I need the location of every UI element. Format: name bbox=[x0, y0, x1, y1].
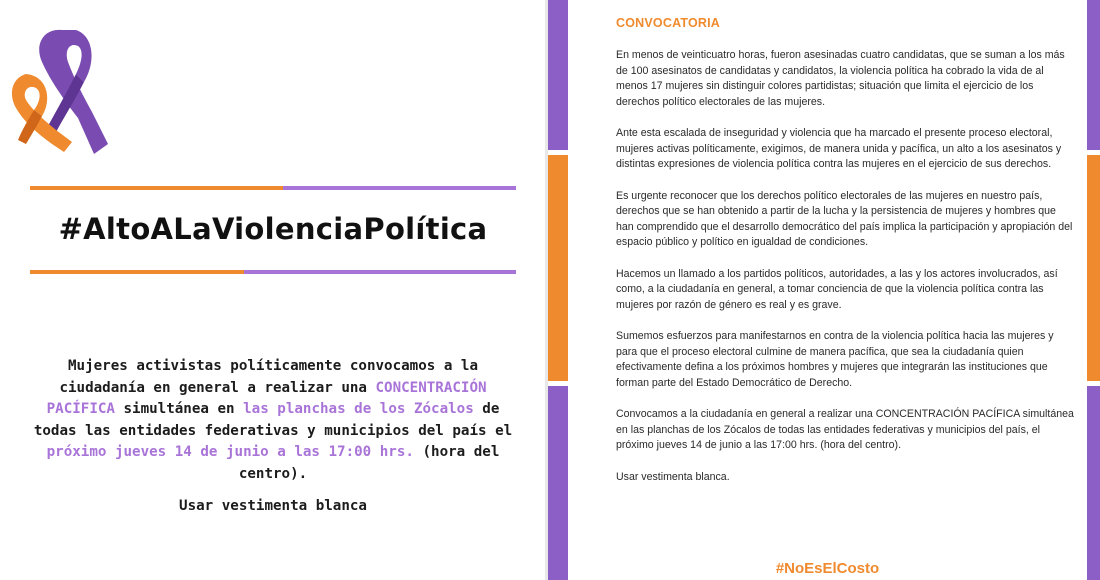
body-highlight-2: las planchas de los Zócalos bbox=[243, 401, 474, 417]
body-text-4: (hora del centro). bbox=[238, 444, 500, 482]
body-highlight-1: CONCENTRACIÓN PACÍFICA bbox=[46, 379, 487, 417]
paragraph: Hacemos un llamado a los partidos políticos, autoridades, a las y los actores involucrados, así como, a la ciudadanía en general, a tomar conciencia de que la violencia política contra las mujeres por razón de género es real y es grave. bbox=[616, 267, 1058, 311]
side-bar-purple-bottom-right bbox=[1087, 386, 1100, 580]
body-highlight-3: próximo jueves 14 de junio a las 17:00 hrs. bbox=[46, 444, 414, 460]
body-text-1: Mujeres activistas políticamente convocamos a la ciudadanía en general a realizar una bbox=[59, 358, 478, 396]
call-to-action-text bbox=[30, 356, 516, 485]
body-text-3: de todas las entidades federativas y municipios del país el bbox=[33, 401, 513, 439]
side-bar-purple-bottom-left bbox=[548, 386, 568, 580]
convocatoria-body bbox=[616, 48, 1076, 501]
paragraph: En menos de veinticuatro horas, fueron asesinadas cuatro candidatas, que se suman a los más de 100 asesinatos de candidatas y candidatos, la violencia política ha cobrado la vida de al menos 17 mujeres sin distinguir colores partidistas; situación que limita el ejercicio de los derechos político electorales de las mujeres. bbox=[616, 49, 1065, 108]
right-panel bbox=[568, 0, 1087, 580]
awareness-ribbon-icon bbox=[4, 22, 134, 157]
top-divider-rule bbox=[30, 186, 516, 190]
paragraph: Sumemos esfuerzos para manifestarnos en contra de la violencia política hacia las mujeres y para que el proceso electoral culmine de manera pacífica, que sea la ciudadanía quien efectivamente defina a los próximos hombres y mujeres que integrarán las instituciones que forman parte del Estado Democrático de Derecho. bbox=[616, 330, 1054, 389]
bottom-divider-rule bbox=[30, 270, 516, 274]
left-panel bbox=[0, 0, 548, 580]
attire-note: Usar vestimenta blanca bbox=[179, 498, 367, 514]
side-bar-purple-top-left bbox=[548, 0, 568, 150]
hashtag-heading: #AltoALaViolenciaPolítica bbox=[58, 212, 488, 246]
convocatoria-title: CONVOCATORIA bbox=[616, 16, 721, 30]
side-bar-orange-right bbox=[1087, 155, 1100, 381]
side-bar-orange-left bbox=[548, 155, 568, 381]
paragraph: Ante esta escalada de inseguridad y violencia que ha marcado el presente proceso electoral, mujeres activas políticamente, exigimos, de manera unida y pacífica, un alto a los asesinatos y distintas expresiones de violencia política contra las mujeres en el ejercicio de sus derechos. bbox=[616, 127, 1062, 170]
paragraph: Usar vestimenta blanca. bbox=[616, 470, 730, 483]
side-bar-purple-top-right bbox=[1087, 0, 1100, 150]
footer-hashtag: #NoEsElCosto bbox=[775, 560, 880, 577]
paragraph: Es urgente reconocer que los derechos político electorales de las mujeres en nuestro país, derechos que se han obtenido a partir de la lucha y la persistencia de mujeres y hombres que han comprendido que el desarrollo democrático del país implica la participación y apropiación del espacio público y político en igualdad de condiciones. bbox=[616, 189, 1073, 248]
paragraph: Convocamos a la ciudadanía en general a realizar una CONCENTRACIÓN PACÍFICA simultánea en las planchas de los Zócalos de todas las entidades federativas y municipios del país, el próximo jueves 14 de junio a las 17:00 hrs. (hora del centro). bbox=[616, 408, 1074, 451]
body-text-2: simultánea en bbox=[123, 401, 235, 417]
